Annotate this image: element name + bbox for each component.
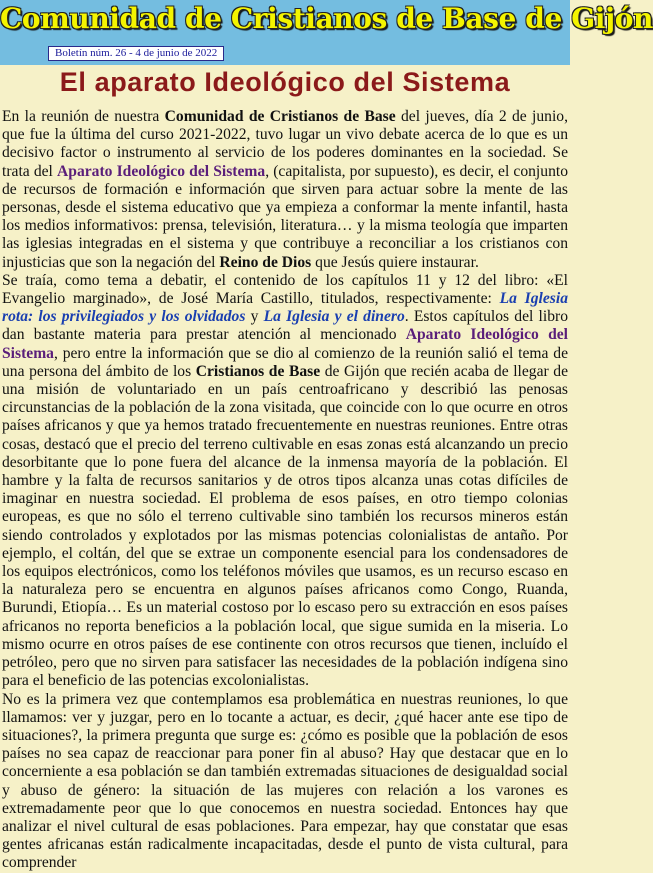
text: En la reunión de nuestra [2,108,165,125]
article-body [2,108,568,873]
text: , (capitalista, por supuesto), es decir, el conjunto de recursos de formación e información que sirven para actuar sobre la mente de las personas, desde el sistema educativo que ya empieza a conformar la mente infantil, hasta los medios informativos: prensa, televisión, literatura… y la misma teología que imparten las iglesias integradas en el sistema y que contribuye a reconciliar a los cristianos con injusticias que son la negación del [2,162,568,271]
text: y [245,308,264,326]
bold-text: Cristianos de Base [195,362,321,380]
bold-text: Comunidad de Cristianos de Base [164,108,396,125]
text: del jueves, día 2 de junio, que fue la última del curso 2021-2022, tuvo lugar un vivo debate acerca de lo que es un decisivo factor o instrumento al servicio de los poderes dominantes en la sociedad. Se trata del [2,108,568,180]
text: Se traía, como tema a debatir, el contenido de los capítulos 11 y 12 del libro: «El Evangelio marginado», de José María Castillo, titulados, respectivamente: [2,271,568,308]
paragraph-1 [2,108,568,272]
highlight-text: Aparato Ideológico del Sistema [57,162,266,180]
chapter-title: La Iglesia rota: los privilegiados y los olvidados [2,290,568,326]
bulletin-badge: Boletín núm. 26 - 4 de junio de 2022 [48,46,224,61]
masthead-banner [0,0,653,65]
text: , pero entre la información que se dio al comienzo de la reunión salió el tema de una persona del ámbito de los [2,344,568,380]
masthead-title: Comunidad de Cristianos de Base de Gijón [0,2,653,35]
paragraph-3 [2,691,568,873]
article-title: El aparato Ideológico del Sistema [59,67,511,97]
text: que Jesús quiere instaurar. [311,253,479,271]
text: No es la primera vez que contemplamos esa problemática en nuestras reuniones, lo que llamamos: ver y juzgar, pero en lo tocante a actuar, es decir, ¿qué hacer ante ese tipo de situaciones?, la primera pregunta que surge es: ¿cómo es posible que la población de esos países no sea capaz de reaccionar para poner fin al abuso? Hay que destacar que en lo concerniente a esa población se dan también extremadas situaciones de desigualdad social y abuso de género: la situación de las mujeres con relación a los varones es extremadamente peor que lo que conocemos en nuestra sociedad. Entonces hay que analizar el nivel cultural de esas poblaciones. Para empezar, hay que constatar que esas gentes africanas están radicalmente incapacitadas, desde el punto de vista cultural, para comprender [2,690,568,872]
text: de Gijón que recién acaba de llegar de una misión de voluntariado en un país centroafricano y describió las penosas circunstancias de la población de la zona visitada, que coincide con lo que ocurre en otros países africanos y que ya hemos tratado frecuentemente en nuestras reuniones. Entre otras cosas, destacó que el precio del terreno cultivable en esas zonas está alcanzando un precio desorbitante que lo pone fuera del alcance de la inmensa mayoría de la población. El hambre y la falta de recursos sanitarios y de otros tipos alcanza unas cotas difíciles de imaginar en nuestra sociedad. El problema de esos países, en otro tiempo colonias europeas, es que no sólo el terreno cultivable sino también los recursos mineros están siendo controlados y explotados por las mismas potencias colonialistas de antaño. Por ejemplo, el coltán, del que se extrae un componente esencial para los condensadores de los equipos electrónicos, como los teléfonos móviles que usamos, es un recurso escaso en la naturaleza pero se encuentra en algunos países africanos como Congo, Ruanda, Burundi, Etiopía… Es un material costoso por lo escaso pero su extracción en esos países africanos no reporta beneficios a la población local, que sigue sumida en la miseria. Lo mismo ocurre en otros países de ese continente con otros recursos que tienen, incluído el petróleo, pero que no sirven para satisfacer las necesidades de la población indígena sino para el beneficio de las potencias excolonialistas. [2,362,568,690]
paragraph-2 [2,272,568,691]
chapter-title: La Iglesia y el dinero [263,308,405,326]
highlight-text: Aparato Ideológico del Sistema [2,326,568,362]
bold-text: Reino de Dios [219,253,312,271]
text: . Estos capítulos del libro dan bastante materia para prestar atención al mencionado [2,308,569,344]
